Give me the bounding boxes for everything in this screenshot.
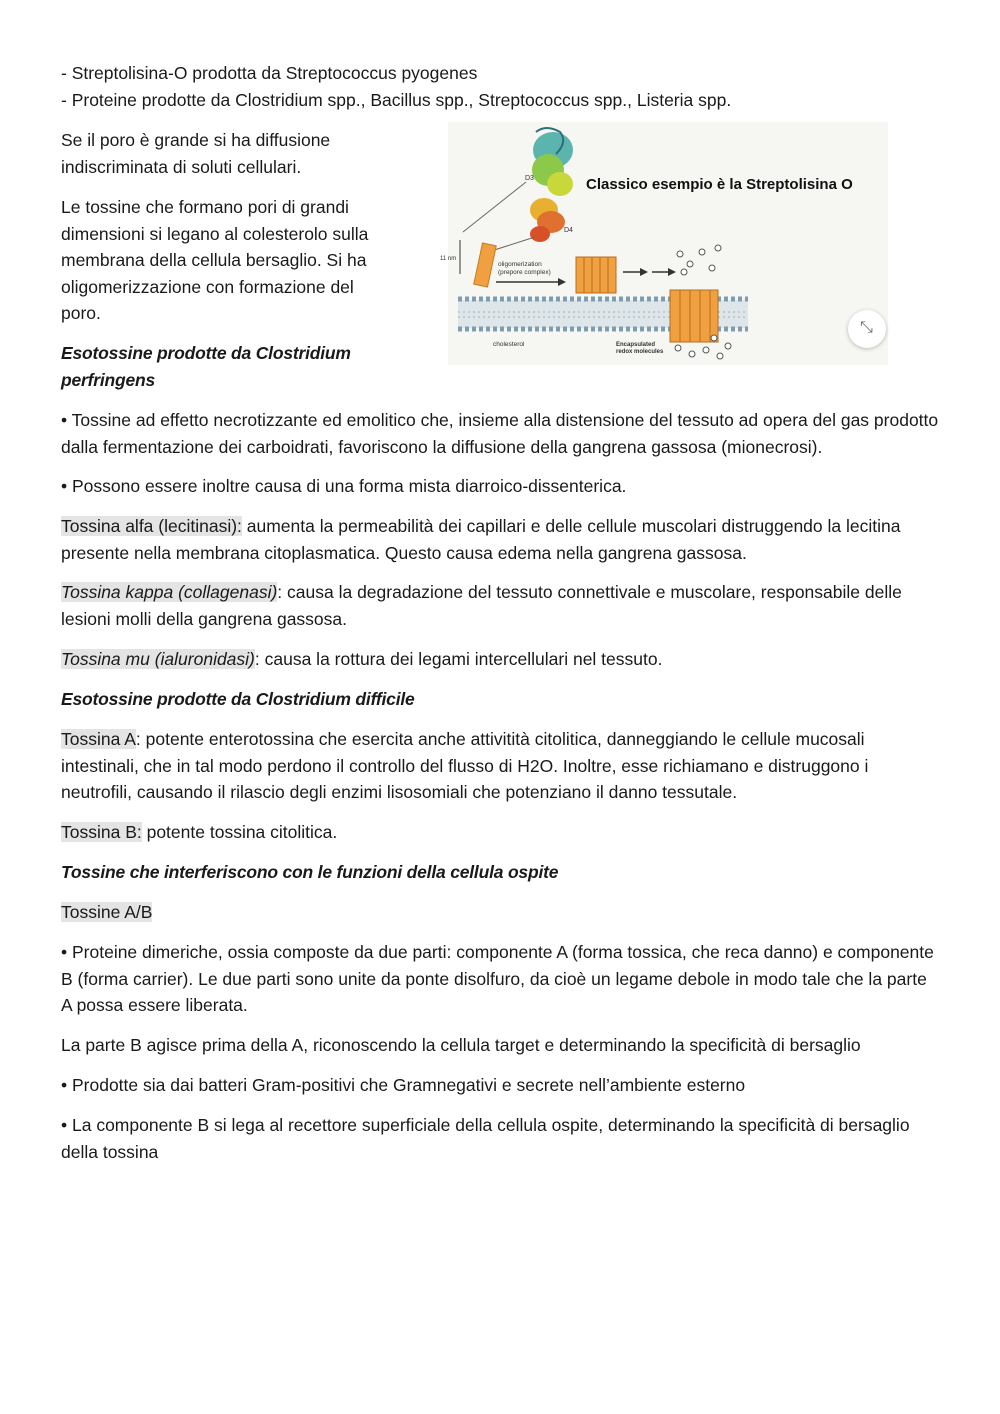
intro-line-1: - Streptolisina-O prodotta da Streptococcus pyogenes [61,63,478,83]
toxin-a-term: Tossina A [61,729,136,749]
bullet-diarrhoeal: • Possono essere inoltre causa di una forma mista diarroico-dissenterica. [61,476,627,496]
toxin-mu-term: Tossina mu (ialuronidasi) [61,649,255,669]
toxin-b-term: Tossina B: [61,822,142,842]
toxin-a-text: : potente enterotossina che esercita anche attivitità citolitica, danneggiando le cellule mucosali intestinali, che in tal modo perdono il controllo del flusso di H2O. Inoltre, esse richiamano e distruggono i neutrofili, causando il rilascio degli enzimi lisosomiali che potenziano il danno tessutale. [61,729,869,802]
toxin-a-paragraph [61,726,941,806]
label-d3: D3 [525,175,534,182]
label-d4: D4 [564,227,573,234]
bullet-necrotizing: • Tossine ad effetto necrotizzante ed emolitico che, insieme alla distensione del tessuto ad opera del gas prodotto dalla fermentazione dei carboidrati, favoriscono la diffusione della gangrena gassosa (mionecrosi). [61,410,939,457]
label-cholesterol: cholesterol [493,341,525,348]
heading-host-cell: Tossine che interferiscono con le funzioni della cellula ospite [61,862,559,882]
label-oligomerization: oligomerization [498,261,542,268]
figure-caption: Classico esempio è la Streptolisina O [586,176,853,193]
toxin-alpha-text: aumenta la permeabilità dei capillari e delle cellule muscolari distruggendo la lecitina presente nella membrana citoplasmatica. Questo causa edema nella gangrena gassosa. [61,516,901,563]
streptolysin-diagram [418,122,893,365]
collapse-icon[interactable]: ⤡ [848,310,886,348]
toxin-b-paragraph [61,819,941,846]
label-11nm: 11 nm [440,256,457,262]
toxin-alpha-term: Tossina alfa (lecitinasi): [61,516,242,536]
heading-perfringens: Esotossine prodotte da Clostridium perfringens [61,343,351,390]
bullet-receptor: • La componente B si lega al recettore superficiale della cellula ospite, determinando la specificità di bersaglio della tossina [61,1115,910,1162]
toxin-alpha-paragraph [61,513,941,566]
toxin-ab-heading [61,899,941,926]
toxin-mu-paragraph [61,646,941,673]
pore-paragraph: Se il poro è grande si ha diffusione indiscriminata di soluti cellulari. [61,130,331,177]
bullet-dimeric: • Proteine dimeriche, ossia composte da due parti: componente A (forma tossica, che reca danno) e componente B (forma carrier). Le due parti sono unite da ponte disolfuro, da cioè un legame debole in modo tale che la parte A possa essere liberata. [61,942,934,1015]
membrane-pore [670,290,718,342]
cholesterol-paragraph: Le tossine che formano pori di grandi dimensioni si legano al colesterolo sulla membrana della cellula bersaglio. Si ha oligomerizzazione con formazione del poro. [61,197,369,323]
toxin-ab-term: Tossine A/B [61,902,153,922]
bullet-gram: • Prodotte sia dai batteri Gram-positivi che Gramnegativi e secrete nell’ambiente esterno [61,1075,746,1095]
toxin-kappa-term: Tossina kappa (collagenasi) [61,582,278,602]
label-encapsulated: Encapsulated [616,342,656,348]
label-prepore: (prepore complex) [498,269,551,276]
intro-line-2: - Proteine prodotte da Clostridium spp., Bacillus spp., Streptococcus spp., Listeria spp. [61,90,732,110]
toxin-kappa-text: : causa la degradazione del tessuto connettivale e muscolare, responsabile delle lesioni molli della gangrena gassosa. [61,582,902,629]
streptolysin-figure [418,122,893,365]
part-b-paragraph: La parte B agisce prima della A, riconoscendo la cellula target e determinando la specificità di bersaglio [61,1035,861,1055]
label-redox: redox molecules [616,349,664,355]
heading-difficile: Esotossine prodotte da Clostridium difficile [61,689,415,709]
toxin-mu-text: : causa la rottura dei legami intercellulari nel tessuto. [254,649,663,669]
toxin-kappa-paragraph [61,579,941,632]
prepore-complex [576,257,616,293]
toxin-b-text: potente tossina citolitica. [141,822,338,842]
